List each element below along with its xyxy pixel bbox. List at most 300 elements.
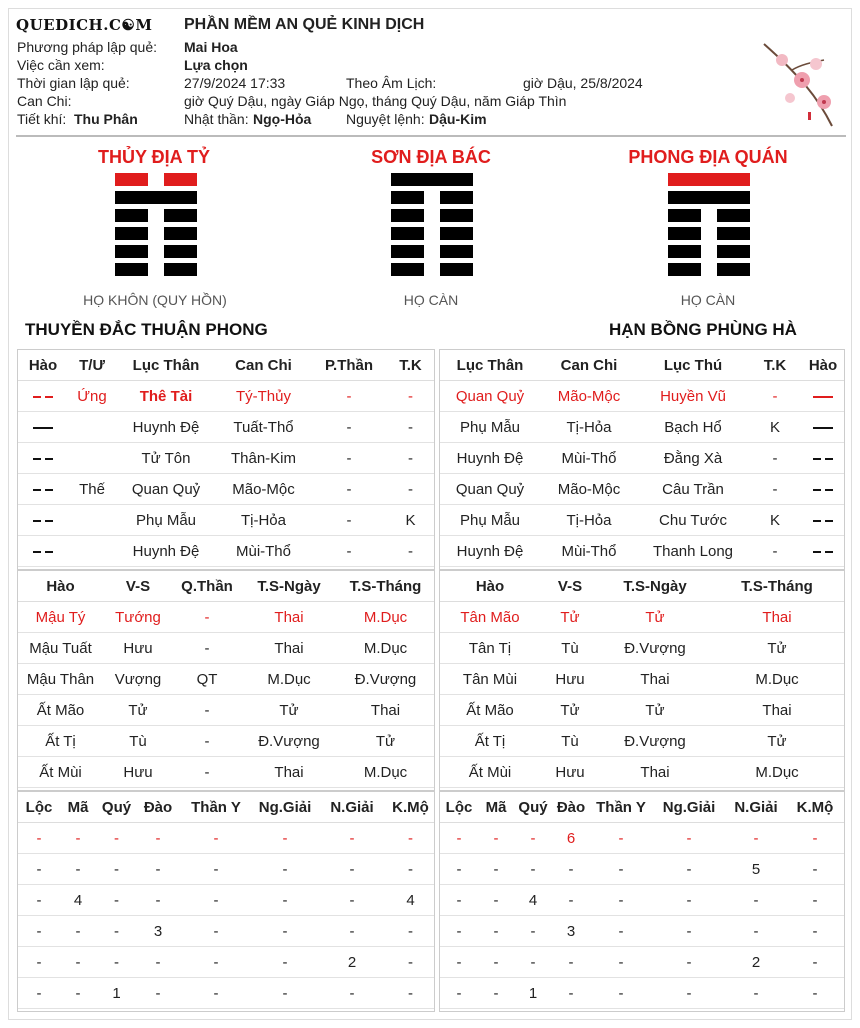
table-row bbox=[18, 916, 434, 947]
hexagram-changed-title: PHONG ĐỊA QUÁN bbox=[628, 147, 788, 167]
table-cell: Tị-Hỏa bbox=[216, 505, 311, 536]
hexagram-changed-family: HỌ CÀN bbox=[680, 292, 736, 308]
yang-line-icon bbox=[802, 381, 844, 412]
hexagram-line-yin bbox=[115, 245, 197, 258]
table-cell: K bbox=[387, 505, 434, 536]
yin-line-icon bbox=[802, 474, 844, 505]
hexagram-line-yin bbox=[115, 227, 197, 240]
table-cell: Thai bbox=[241, 602, 337, 633]
table-cell: - bbox=[652, 947, 726, 978]
table-cell: Mậu Thân bbox=[18, 664, 103, 695]
table-cell: - bbox=[387, 916, 434, 947]
table-cell: - bbox=[552, 947, 590, 978]
method-label: Phương pháp lập quẻ: bbox=[17, 39, 157, 55]
table-cell: - bbox=[317, 823, 387, 854]
yin-line-icon bbox=[802, 505, 844, 536]
table-row bbox=[18, 443, 434, 474]
column-header: Hào bbox=[18, 350, 68, 381]
table-row bbox=[18, 381, 434, 412]
table-cell: - bbox=[387, 412, 434, 443]
hexagram-line-yin bbox=[115, 263, 197, 276]
column-header: Mã bbox=[478, 792, 514, 823]
column-header: T.S-Tháng bbox=[337, 571, 434, 602]
table-row bbox=[440, 505, 844, 536]
hexagram-line-yang bbox=[391, 173, 473, 186]
table-row bbox=[18, 633, 434, 664]
table-cell: Thai bbox=[600, 664, 710, 695]
column-header: V-S bbox=[103, 571, 173, 602]
luc-than-table-main bbox=[18, 350, 434, 567]
table-row bbox=[440, 412, 844, 443]
table-cell: Đ.Vượng bbox=[600, 633, 710, 664]
hexagram-line-yang bbox=[115, 191, 197, 204]
table-cell: 2 bbox=[726, 947, 786, 978]
table-cell: - bbox=[440, 978, 478, 1009]
table-row bbox=[440, 726, 844, 757]
table-cell: Mão-Mộc bbox=[540, 474, 638, 505]
table-cell: - bbox=[652, 854, 726, 885]
column-header: Ng.Giải bbox=[652, 792, 726, 823]
table-cell: - bbox=[786, 978, 844, 1009]
table-cell: - bbox=[96, 916, 137, 947]
hexagram-nuclear-family: HỌ CÀN bbox=[403, 292, 459, 308]
table-cell: Ất Mùi bbox=[18, 757, 103, 788]
table-cell: - bbox=[173, 695, 241, 726]
table-cell: - bbox=[18, 916, 60, 947]
table-cell: Quan Quỷ bbox=[440, 474, 540, 505]
table-header-row bbox=[440, 792, 844, 823]
table-cell: Thanh Long bbox=[638, 536, 748, 567]
table-cell: Quan Quỷ bbox=[440, 381, 540, 412]
table-row bbox=[440, 443, 844, 474]
hexagram-changed bbox=[668, 173, 750, 281]
table-cell: Đ.Vượng bbox=[600, 726, 710, 757]
table-row bbox=[440, 695, 844, 726]
table-cell: Thân-Kim bbox=[216, 443, 311, 474]
table-cell: Bạch Hổ bbox=[638, 412, 748, 443]
table-cell: - bbox=[137, 947, 179, 978]
column-header: V-S bbox=[540, 571, 600, 602]
table-cell: - bbox=[478, 978, 514, 1009]
table-cell: - bbox=[478, 854, 514, 885]
table-row bbox=[440, 381, 844, 412]
table-cell: - bbox=[96, 854, 137, 885]
table-row bbox=[440, 978, 844, 1009]
table-cell: Mậu Tuất bbox=[18, 633, 103, 664]
table-header-row bbox=[18, 571, 434, 602]
method-value: Mai Hoa bbox=[184, 39, 238, 55]
nguyetlenh-label: Nguyệt lệnh: bbox=[346, 111, 425, 127]
column-header: Lục Thân bbox=[440, 350, 540, 381]
table-cell: - bbox=[60, 854, 96, 885]
table-cell: - bbox=[440, 854, 478, 885]
hexagram-meaning-left: THUYỀN ĐẮC THUẬN PHONG bbox=[25, 320, 268, 339]
table-cell: K bbox=[748, 505, 802, 536]
lunar-value: giờ Dậu, 25/8/2024 bbox=[523, 75, 643, 91]
table-row bbox=[18, 412, 434, 443]
column-header: Hào bbox=[440, 571, 540, 602]
table-cell: - bbox=[311, 412, 387, 443]
table-cell: - bbox=[748, 536, 802, 567]
table-cell: Vượng bbox=[103, 664, 173, 695]
table-cell: Tử bbox=[600, 602, 710, 633]
table-header-row bbox=[440, 571, 844, 602]
table-cell: - bbox=[173, 602, 241, 633]
yin-line-icon bbox=[802, 443, 844, 474]
table-header-row bbox=[18, 792, 434, 823]
table-cell: Thai bbox=[600, 757, 710, 788]
table-cell bbox=[68, 412, 116, 443]
yin-line-mark bbox=[813, 520, 833, 522]
plum-blossom-icon bbox=[762, 40, 842, 130]
table-cell: - bbox=[317, 916, 387, 947]
table-cell: K bbox=[748, 412, 802, 443]
table-cell: - bbox=[514, 916, 552, 947]
table-cell: - bbox=[514, 823, 552, 854]
table-cell: - bbox=[317, 885, 387, 916]
yin-line-icon bbox=[18, 474, 68, 505]
table-row bbox=[18, 726, 434, 757]
yin-line-mark bbox=[33, 489, 53, 491]
column-header: Can Chi bbox=[216, 350, 311, 381]
column-header: Thần Y bbox=[590, 792, 652, 823]
table-cell: M.Dục bbox=[337, 757, 434, 788]
yang-line-mark bbox=[813, 427, 833, 429]
table-row bbox=[18, 854, 434, 885]
table-cell: - bbox=[60, 916, 96, 947]
table-row bbox=[18, 474, 434, 505]
table-row bbox=[18, 978, 434, 1009]
hexagram-line-yin bbox=[668, 209, 750, 222]
table-cell: 3 bbox=[137, 916, 179, 947]
column-header: Lục Thân bbox=[116, 350, 216, 381]
table-row bbox=[440, 885, 844, 916]
table-cell: Tý-Thủy bbox=[216, 381, 311, 412]
table-cell: Phụ Mẫu bbox=[116, 505, 216, 536]
table-cell: Mùi-Thổ bbox=[540, 536, 638, 567]
table-cell: 6 bbox=[552, 823, 590, 854]
table-row bbox=[18, 602, 434, 633]
table-cell: - bbox=[786, 947, 844, 978]
yin-line-icon bbox=[18, 536, 68, 567]
hexagram-main-title: THỦY ĐỊA TỶ bbox=[97, 147, 210, 167]
table-cell: Câu Trần bbox=[638, 474, 748, 505]
column-header: T.S-Ngày bbox=[241, 571, 337, 602]
column-header: Q.Thần bbox=[173, 571, 241, 602]
table-cell: - bbox=[253, 978, 317, 1009]
hexagram-main bbox=[115, 173, 197, 281]
table-cell: - bbox=[478, 885, 514, 916]
table-row bbox=[18, 823, 434, 854]
table-cell: - bbox=[652, 978, 726, 1009]
table-cell: - bbox=[552, 854, 590, 885]
table-row bbox=[440, 474, 844, 505]
table-cell: - bbox=[179, 885, 253, 916]
nguyetlenh-value: Dậu-Kim bbox=[429, 111, 487, 127]
table-cell: - bbox=[173, 757, 241, 788]
table-cell: - bbox=[18, 823, 60, 854]
hexagram-line-yin bbox=[668, 245, 750, 258]
table-cell: Quan Quỷ bbox=[116, 474, 216, 505]
vuong-suy-table-main bbox=[18, 571, 434, 788]
table-cell: - bbox=[387, 474, 434, 505]
table-row bbox=[18, 664, 434, 695]
table-cell: Mùi-Thổ bbox=[540, 443, 638, 474]
table-cell: Tử bbox=[710, 633, 844, 664]
table-row bbox=[18, 505, 434, 536]
yin-line-mark bbox=[33, 520, 53, 522]
yin-line-icon bbox=[18, 443, 68, 474]
table-cell: - bbox=[179, 916, 253, 947]
table-cell: - bbox=[137, 854, 179, 885]
table-cell: Ất Mão bbox=[440, 695, 540, 726]
hexagram-nuclear-title: SƠN ĐỊA BÁC bbox=[371, 147, 491, 167]
table-cell: - bbox=[253, 885, 317, 916]
table-cell: - bbox=[96, 885, 137, 916]
table-cell: - bbox=[311, 536, 387, 567]
column-header: Mã bbox=[60, 792, 96, 823]
table-cell: - bbox=[387, 947, 434, 978]
column-header: K.Mộ bbox=[786, 792, 844, 823]
table-cell: Tử bbox=[103, 695, 173, 726]
table-cell: - bbox=[748, 474, 802, 505]
column-header: Can Chi bbox=[540, 350, 638, 381]
table-row bbox=[18, 536, 434, 567]
table-header-row bbox=[18, 350, 434, 381]
tietkhi-label: Tiết khí: bbox=[17, 111, 67, 127]
table-cell: - bbox=[253, 854, 317, 885]
table-cell: M.Dục bbox=[710, 757, 844, 788]
table-cell: - bbox=[387, 978, 434, 1009]
luc-than-table-changed bbox=[440, 350, 844, 567]
table-cell: - bbox=[60, 947, 96, 978]
table-cell: - bbox=[748, 381, 802, 412]
table-cell: Tử bbox=[540, 695, 600, 726]
table-cell: - bbox=[317, 854, 387, 885]
yin-line-mark bbox=[813, 458, 833, 460]
table-cell: - bbox=[311, 505, 387, 536]
table-cell: - bbox=[137, 978, 179, 1009]
table-cell: - bbox=[514, 854, 552, 885]
table-cell: - bbox=[552, 978, 590, 1009]
table-cell: - bbox=[253, 947, 317, 978]
table-cell: Thế bbox=[68, 474, 116, 505]
table-header-row bbox=[440, 350, 844, 381]
table-row bbox=[440, 757, 844, 788]
table-cell: 1 bbox=[96, 978, 137, 1009]
table-cell: - bbox=[590, 823, 652, 854]
table-cell: - bbox=[387, 443, 434, 474]
hexagram-line-yin bbox=[391, 209, 473, 222]
table-row bbox=[440, 854, 844, 885]
table-cell: Tân Mão bbox=[440, 602, 540, 633]
table-cell: 1 bbox=[514, 978, 552, 1009]
nhatthan-label: Nhật thần: bbox=[184, 111, 249, 127]
table-cell: - bbox=[726, 978, 786, 1009]
table-cell: - bbox=[652, 885, 726, 916]
nhatthan-value: Ngọ-Hỏa bbox=[253, 111, 312, 127]
table-cell: M.Dục bbox=[241, 664, 337, 695]
table-row bbox=[18, 757, 434, 788]
table-row bbox=[440, 602, 844, 633]
table-cell: - bbox=[590, 854, 652, 885]
table-cell: Ất Tị bbox=[440, 726, 540, 757]
table-row bbox=[440, 536, 844, 567]
table-cell: Ất Mão bbox=[18, 695, 103, 726]
table-cell: - bbox=[478, 947, 514, 978]
table-cell: - bbox=[387, 854, 434, 885]
column-header: Quý bbox=[514, 792, 552, 823]
table-row bbox=[440, 664, 844, 695]
yin-line-mark bbox=[33, 458, 53, 460]
table-row bbox=[440, 916, 844, 947]
table-cell: - bbox=[179, 947, 253, 978]
table-row bbox=[440, 947, 844, 978]
table-cell: - bbox=[726, 885, 786, 916]
site-logo[interactable]: QUEDICH.C☯M bbox=[16, 16, 153, 34]
vuong-suy-table-changed bbox=[440, 571, 844, 788]
hexagram-line-yin bbox=[391, 263, 473, 276]
table-cell: - bbox=[786, 823, 844, 854]
yin-line-icon bbox=[18, 505, 68, 536]
table-row bbox=[18, 695, 434, 726]
table-cell: QT bbox=[173, 664, 241, 695]
column-header: Lộc bbox=[18, 792, 60, 823]
table-cell: - bbox=[173, 726, 241, 757]
table-cell: - bbox=[253, 823, 317, 854]
table-cell: - bbox=[18, 885, 60, 916]
column-header: Thần Y bbox=[179, 792, 253, 823]
yang-line-icon bbox=[802, 412, 844, 443]
table-cell: - bbox=[96, 947, 137, 978]
table-cell: - bbox=[726, 916, 786, 947]
table-cell: Tướng bbox=[103, 602, 173, 633]
hexagram-line-yang bbox=[668, 191, 750, 204]
hexagram-line-yin bbox=[391, 227, 473, 240]
table-cell: - bbox=[18, 854, 60, 885]
table-cell: Ất Tị bbox=[18, 726, 103, 757]
than-sat-table-main bbox=[18, 792, 434, 1009]
column-header: P.Thần bbox=[311, 350, 387, 381]
column-header: Lục Thú bbox=[638, 350, 748, 381]
column-header: Ng.Giải bbox=[253, 792, 317, 823]
table-cell: 2 bbox=[317, 947, 387, 978]
table-cell: - bbox=[552, 885, 590, 916]
yang-line-mark bbox=[813, 396, 833, 398]
table-cell: Huynh Đệ bbox=[116, 412, 216, 443]
table-row bbox=[440, 823, 844, 854]
table-cell: Tử bbox=[241, 695, 337, 726]
table-cell: Huynh Đệ bbox=[116, 536, 216, 567]
table-cell: - bbox=[514, 947, 552, 978]
table-cell: - bbox=[590, 916, 652, 947]
column-header: Hào bbox=[18, 571, 103, 602]
column-header: Đào bbox=[552, 792, 590, 823]
table-cell: - bbox=[311, 443, 387, 474]
table-cell: Tân Tị bbox=[440, 633, 540, 664]
hexagram-meaning-right: HẠN BỒNG PHÙNG HÀ bbox=[609, 320, 797, 339]
hexagram-line-yin bbox=[668, 227, 750, 240]
table-cell: - bbox=[18, 978, 60, 1009]
table-cell: - bbox=[440, 823, 478, 854]
table-cell: - bbox=[179, 854, 253, 885]
hexagram-line-yang bbox=[668, 173, 750, 186]
table-cell: Tị-Hỏa bbox=[540, 412, 638, 443]
table-cell: - bbox=[440, 885, 478, 916]
header-divider bbox=[16, 135, 846, 137]
hexagram-line-yin bbox=[115, 209, 197, 222]
table-cell: - bbox=[726, 823, 786, 854]
table-cell: Đ.Vượng bbox=[337, 664, 434, 695]
table-cell: Tuất-Thổ bbox=[216, 412, 311, 443]
table-cell: Thai bbox=[710, 602, 844, 633]
table-cell: Huyền Vũ bbox=[638, 381, 748, 412]
column-header: Đào bbox=[137, 792, 179, 823]
canchi-value: giờ Quý Dậu, ngày Giáp Ngọ, tháng Quý Dậu, năm Giáp Thìn bbox=[184, 93, 567, 109]
table-cell: - bbox=[179, 823, 253, 854]
than-sat-table-changed bbox=[440, 792, 844, 1009]
table-cell: - bbox=[786, 916, 844, 947]
column-header: Lộc bbox=[440, 792, 478, 823]
matter-label: Việc cần xem: bbox=[17, 57, 105, 73]
table-cell: Tị-Hỏa bbox=[540, 505, 638, 536]
table-cell: Mậu Tý bbox=[18, 602, 103, 633]
column-header: N.Giải bbox=[317, 792, 387, 823]
table-cell: Tử bbox=[710, 726, 844, 757]
table-cell: 4 bbox=[387, 885, 434, 916]
table-cell: - bbox=[590, 947, 652, 978]
table-cell: - bbox=[317, 978, 387, 1009]
table-cell: - bbox=[137, 823, 179, 854]
table-cell: Tù bbox=[103, 726, 173, 757]
yin-line-icon bbox=[802, 536, 844, 567]
table-cell bbox=[68, 505, 116, 536]
table-cell: Phụ Mẫu bbox=[440, 505, 540, 536]
table-cell: Đằng Xà bbox=[638, 443, 748, 474]
table-row bbox=[18, 947, 434, 978]
yang-line-mark bbox=[33, 427, 53, 429]
table-cell: Ất Mùi bbox=[440, 757, 540, 788]
table-cell: Mão-Mộc bbox=[216, 474, 311, 505]
table-cell: - bbox=[137, 885, 179, 916]
table-cell: - bbox=[60, 978, 96, 1009]
table-cell: Thai bbox=[337, 695, 434, 726]
table-cell: Thê Tài bbox=[116, 381, 216, 412]
time-value: 27/9/2024 17:33 bbox=[184, 75, 286, 91]
table-cell: Thai bbox=[241, 633, 337, 664]
table-cell bbox=[68, 443, 116, 474]
table-cell: Tử bbox=[600, 695, 710, 726]
table-cell: - bbox=[253, 916, 317, 947]
table-cell: M.Dục bbox=[337, 633, 434, 664]
yin-line-mark bbox=[33, 551, 53, 553]
table-cell: - bbox=[173, 633, 241, 664]
hexagram-line-yin bbox=[391, 191, 473, 204]
table-cell: Ứng bbox=[68, 381, 116, 412]
table-cell: Mão-Mộc bbox=[540, 381, 638, 412]
table-cell: Tù bbox=[540, 633, 600, 664]
table-cell: Tử Tôn bbox=[116, 443, 216, 474]
table-cell: - bbox=[96, 823, 137, 854]
table-cell: Tân Mùi bbox=[440, 664, 540, 695]
table-cell: Hưu bbox=[540, 757, 600, 788]
table-cell: Hưu bbox=[103, 757, 173, 788]
table-row bbox=[440, 633, 844, 664]
column-header: T.K bbox=[748, 350, 802, 381]
table-cell: Tử bbox=[337, 726, 434, 757]
table-cell: - bbox=[478, 916, 514, 947]
column-header: T.S-Tháng bbox=[710, 571, 844, 602]
